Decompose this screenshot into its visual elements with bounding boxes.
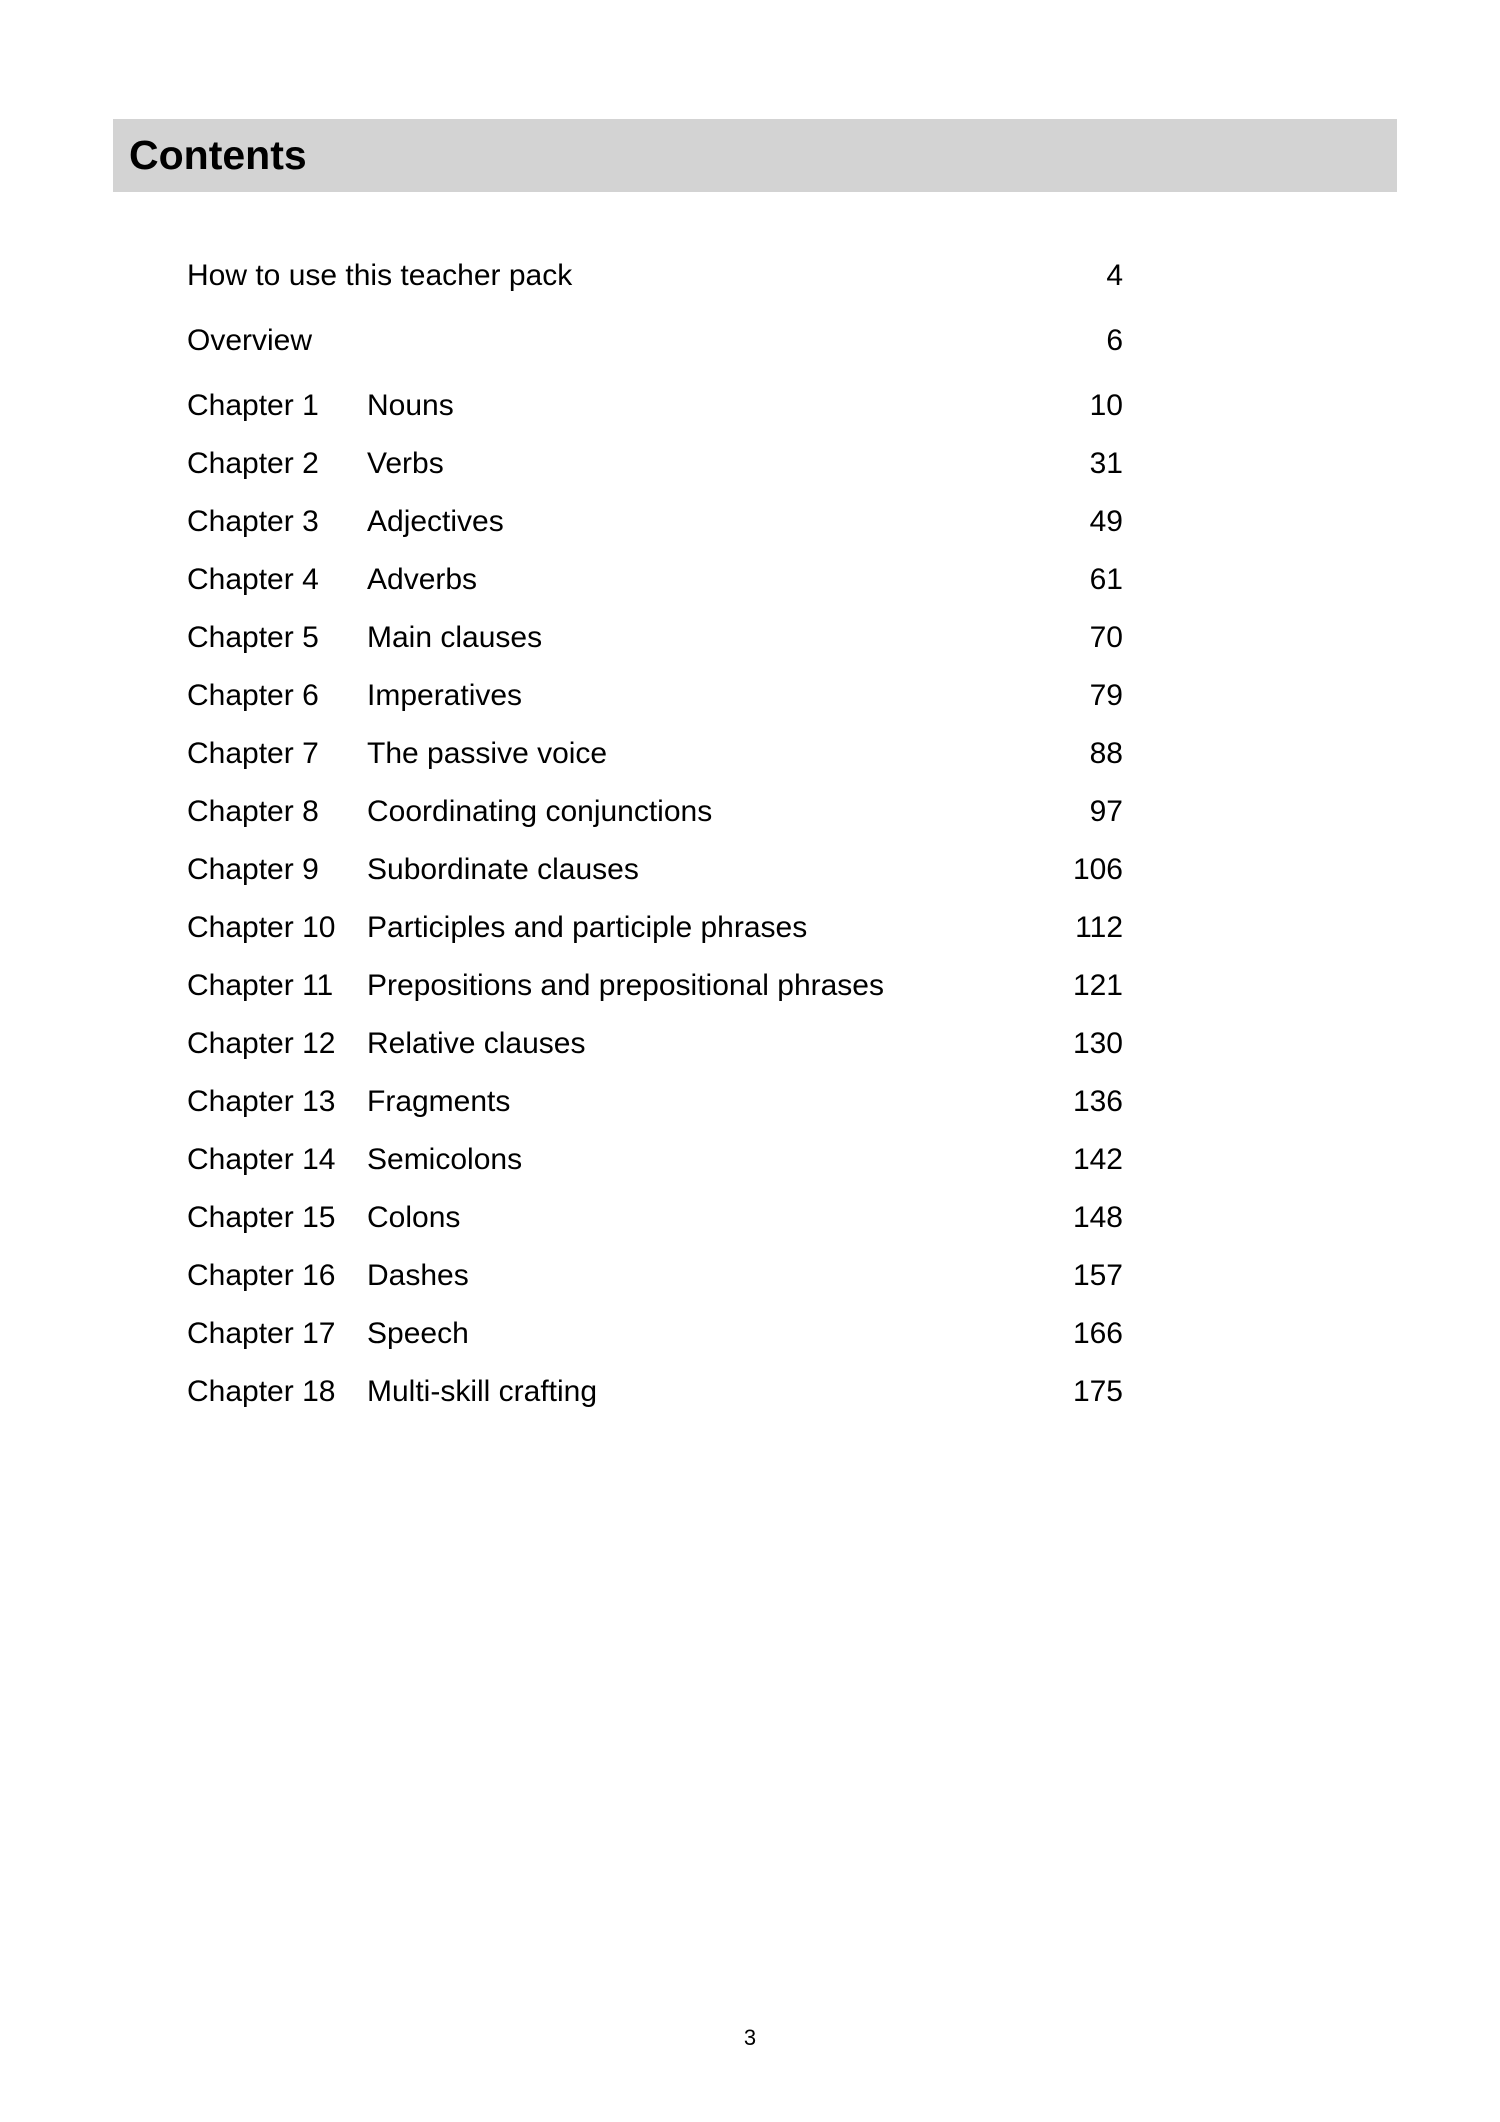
chapter-label: Chapter 13	[187, 1085, 336, 1118]
chapter-label: Chapter 16	[187, 1259, 336, 1292]
chapter-label: Chapter 11	[187, 969, 334, 1002]
toc-entry-chapter-7[interactable]	[187, 734, 1123, 774]
toc-entry-chapter-2[interactable]	[187, 444, 1123, 484]
chapter-label: Chapter 17	[187, 1317, 336, 1350]
chapter-page: 88	[1089, 737, 1123, 770]
chapter-page: 136	[1072, 1085, 1123, 1118]
chapter-label: Chapter 14	[187, 1143, 336, 1176]
chapter-label: Chapter 4	[187, 563, 319, 596]
chapter-title: Prepositions and prepositional phrases	[367, 969, 884, 1002]
chapter-title: Multi-skill crafting	[367, 1375, 598, 1408]
chapter-label: Chapter 8	[187, 795, 319, 828]
chapter-label: Chapter 7	[187, 737, 319, 770]
contents-header-band	[113, 119, 1397, 192]
chapter-page: 106	[1072, 853, 1123, 886]
chapter-page: 49	[1089, 505, 1123, 538]
toc-entry-chapter-18[interactable]	[187, 1372, 1123, 1412]
chapter-page: 97	[1089, 795, 1123, 828]
toc-entry-chapter-16[interactable]	[187, 1256, 1123, 1296]
chapter-title: The passive voice	[367, 737, 608, 770]
toc-entry-how-to-use[interactable]	[187, 256, 1123, 296]
toc-entry-title: Overview	[187, 324, 313, 357]
toc-entry-chapter-9[interactable]	[187, 850, 1123, 890]
chapter-page: 112	[1075, 911, 1123, 944]
page-number: 3	[743, 2025, 757, 2050]
chapter-title: Fragments	[367, 1085, 511, 1118]
chapter-title: Verbs	[367, 447, 444, 480]
chapter-page: 121	[1072, 969, 1123, 1002]
chapter-label: Chapter 12	[187, 1027, 336, 1060]
chapter-title: Nouns	[367, 389, 454, 422]
chapter-label: Chapter 5	[187, 621, 319, 654]
chapter-title: Dashes	[367, 1259, 469, 1292]
toc-entry-chapter-3[interactable]	[187, 502, 1123, 542]
chapter-title: Coordinating conjunctions	[367, 795, 713, 828]
chapter-title: Adjectives	[367, 505, 504, 538]
chapter-page: 31	[1089, 447, 1123, 480]
toc-entry-chapter-17[interactable]	[187, 1314, 1123, 1354]
chapter-title: Subordinate clauses	[367, 853, 639, 886]
chapter-page: 166	[1072, 1317, 1123, 1350]
chapter-page: 157	[1072, 1259, 1123, 1292]
chapter-page: 10	[1089, 389, 1123, 422]
chapter-title: Relative clauses	[367, 1027, 586, 1060]
chapter-page: 148	[1072, 1201, 1123, 1234]
toc-entry-chapter-1[interactable]	[187, 386, 1123, 426]
chapter-title: Participles and participle phrases	[367, 911, 808, 944]
toc-entry-chapter-12[interactable]	[187, 1024, 1123, 1064]
chapter-title: Imperatives	[367, 679, 523, 712]
chapter-page: 130	[1072, 1027, 1123, 1060]
chapter-label: Chapter 9	[187, 853, 319, 886]
chapter-title: Adverbs	[367, 563, 478, 596]
toc-entry-chapter-6[interactable]	[187, 676, 1123, 716]
toc-entry-chapter-10[interactable]	[187, 908, 1123, 948]
chapter-label: Chapter 15	[187, 1201, 336, 1234]
chapter-page: 70	[1089, 621, 1123, 654]
chapter-label: Chapter 6	[187, 679, 319, 712]
toc-entry-page: 6	[1106, 324, 1123, 357]
chapter-label: Chapter 10	[187, 911, 336, 944]
toc-entry-overview[interactable]	[187, 321, 1123, 361]
chapter-title: Colons	[367, 1201, 461, 1234]
toc-entry-chapter-4[interactable]	[187, 560, 1123, 600]
toc-entry-chapter-11[interactable]	[187, 966, 1123, 1006]
chapter-title: Main clauses	[367, 621, 543, 654]
toc-entry-title: How to use this teacher pack	[187, 259, 573, 292]
toc-entry-chapter-14[interactable]	[187, 1140, 1123, 1180]
toc-entry-chapter-13[interactable]	[187, 1082, 1123, 1122]
chapter-label: Chapter 3	[187, 505, 319, 538]
chapter-title: Speech	[367, 1317, 469, 1350]
toc-entry-chapter-8[interactable]	[187, 792, 1123, 832]
chapter-label: Chapter 18	[187, 1375, 336, 1408]
toc-entry-chapter-15[interactable]	[187, 1198, 1123, 1238]
chapter-label: Chapter 2	[187, 447, 319, 480]
page-title: Contents	[129, 132, 307, 178]
chapter-page: 61	[1089, 563, 1123, 596]
chapter-title: Semicolons	[367, 1143, 523, 1176]
toc-entry-page: 4	[1106, 259, 1123, 292]
chapter-page: 142	[1072, 1143, 1123, 1176]
chapter-page: 79	[1089, 679, 1123, 712]
chapter-label: Chapter 1	[187, 389, 319, 422]
toc-entry-chapter-5[interactable]	[187, 618, 1123, 658]
chapter-page: 175	[1072, 1375, 1123, 1408]
